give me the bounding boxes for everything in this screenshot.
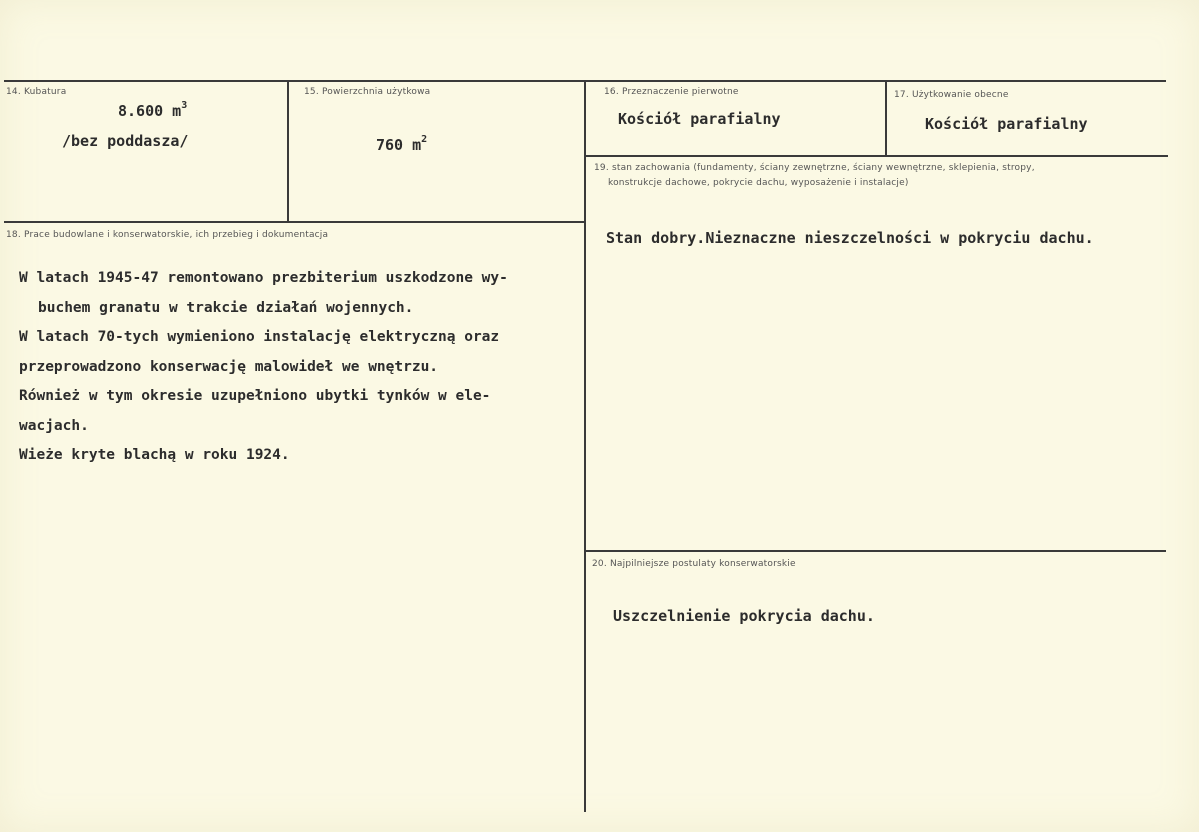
text-line: buchem granatu w trakcie działań wojennych.: [38, 299, 414, 316]
rule-14-18: [4, 221, 584, 223]
divider-16-17: [885, 80, 887, 156]
text-line: Również w tym okresie uzupełniono ubytki tynków w ele-: [19, 388, 491, 404]
field-17-label: 17. Użytkowanie obecne: [894, 90, 1009, 100]
text-line: W latach 70-tych wymieniono instalację elektryczną oraz: [19, 329, 500, 345]
rule-17-19: [586, 155, 1168, 157]
field-19-label-line1: 19. stan zachowania (fundamenty, ściany zewnętrzne, ściany wewnętrzne, sklepienia, stropy,: [594, 163, 1035, 173]
field-15-label: 15. Powierzchnia użytkowa: [304, 87, 431, 97]
rule-19-20: [586, 550, 1166, 552]
divider-14-15: [287, 80, 289, 222]
field-20-value: Uszczelnienie pokrycia dachu.: [613, 607, 875, 625]
field-14-label: 14. Kubatura: [6, 87, 67, 97]
area-value: 760 m: [376, 136, 422, 154]
divider-main: [584, 80, 586, 812]
text-line: W latach 1945-47 remontowano prezbiterium uszkodzone wy-: [19, 270, 508, 286]
field-16-label: 16. Przeznaczenie pierwotne: [604, 87, 739, 97]
field-14-value: [118, 102, 187, 120]
field-14-note: /bez poddasza/: [62, 132, 189, 150]
field-18-label: 18. Prace budowlane i konserwatorskie, ich przebieg i dokumentacja: [6, 230, 329, 240]
field-19-label-line2: konstrukcje dachowe, pokrycie dachu, wyposażenie i instalacje): [608, 178, 909, 188]
cubature-unit-exponent: 3: [181, 100, 188, 111]
field-15-value: [376, 136, 427, 154]
field-18-text: [19, 264, 508, 471]
field-20-label: 20. Najpilniejsze postulaty konserwatorskie: [592, 559, 796, 569]
field-16-value: Kościół parafialny: [618, 110, 781, 128]
text-line: Wieże kryte blachą w roku 1924.: [19, 447, 290, 463]
field-17-value: Kościół parafialny: [925, 115, 1088, 133]
text-line: wacjach.: [19, 417, 89, 434]
text-line: przeprowadzono konserwację malowideł we wnętrzu.: [19, 358, 439, 375]
area-unit-exponent: 2: [421, 134, 428, 145]
field-19-value: Stan dobry.Nieznaczne nieszczelności w pokryciu dachu.: [606, 229, 1094, 247]
cubature-value: 8.600 m: [118, 102, 182, 120]
